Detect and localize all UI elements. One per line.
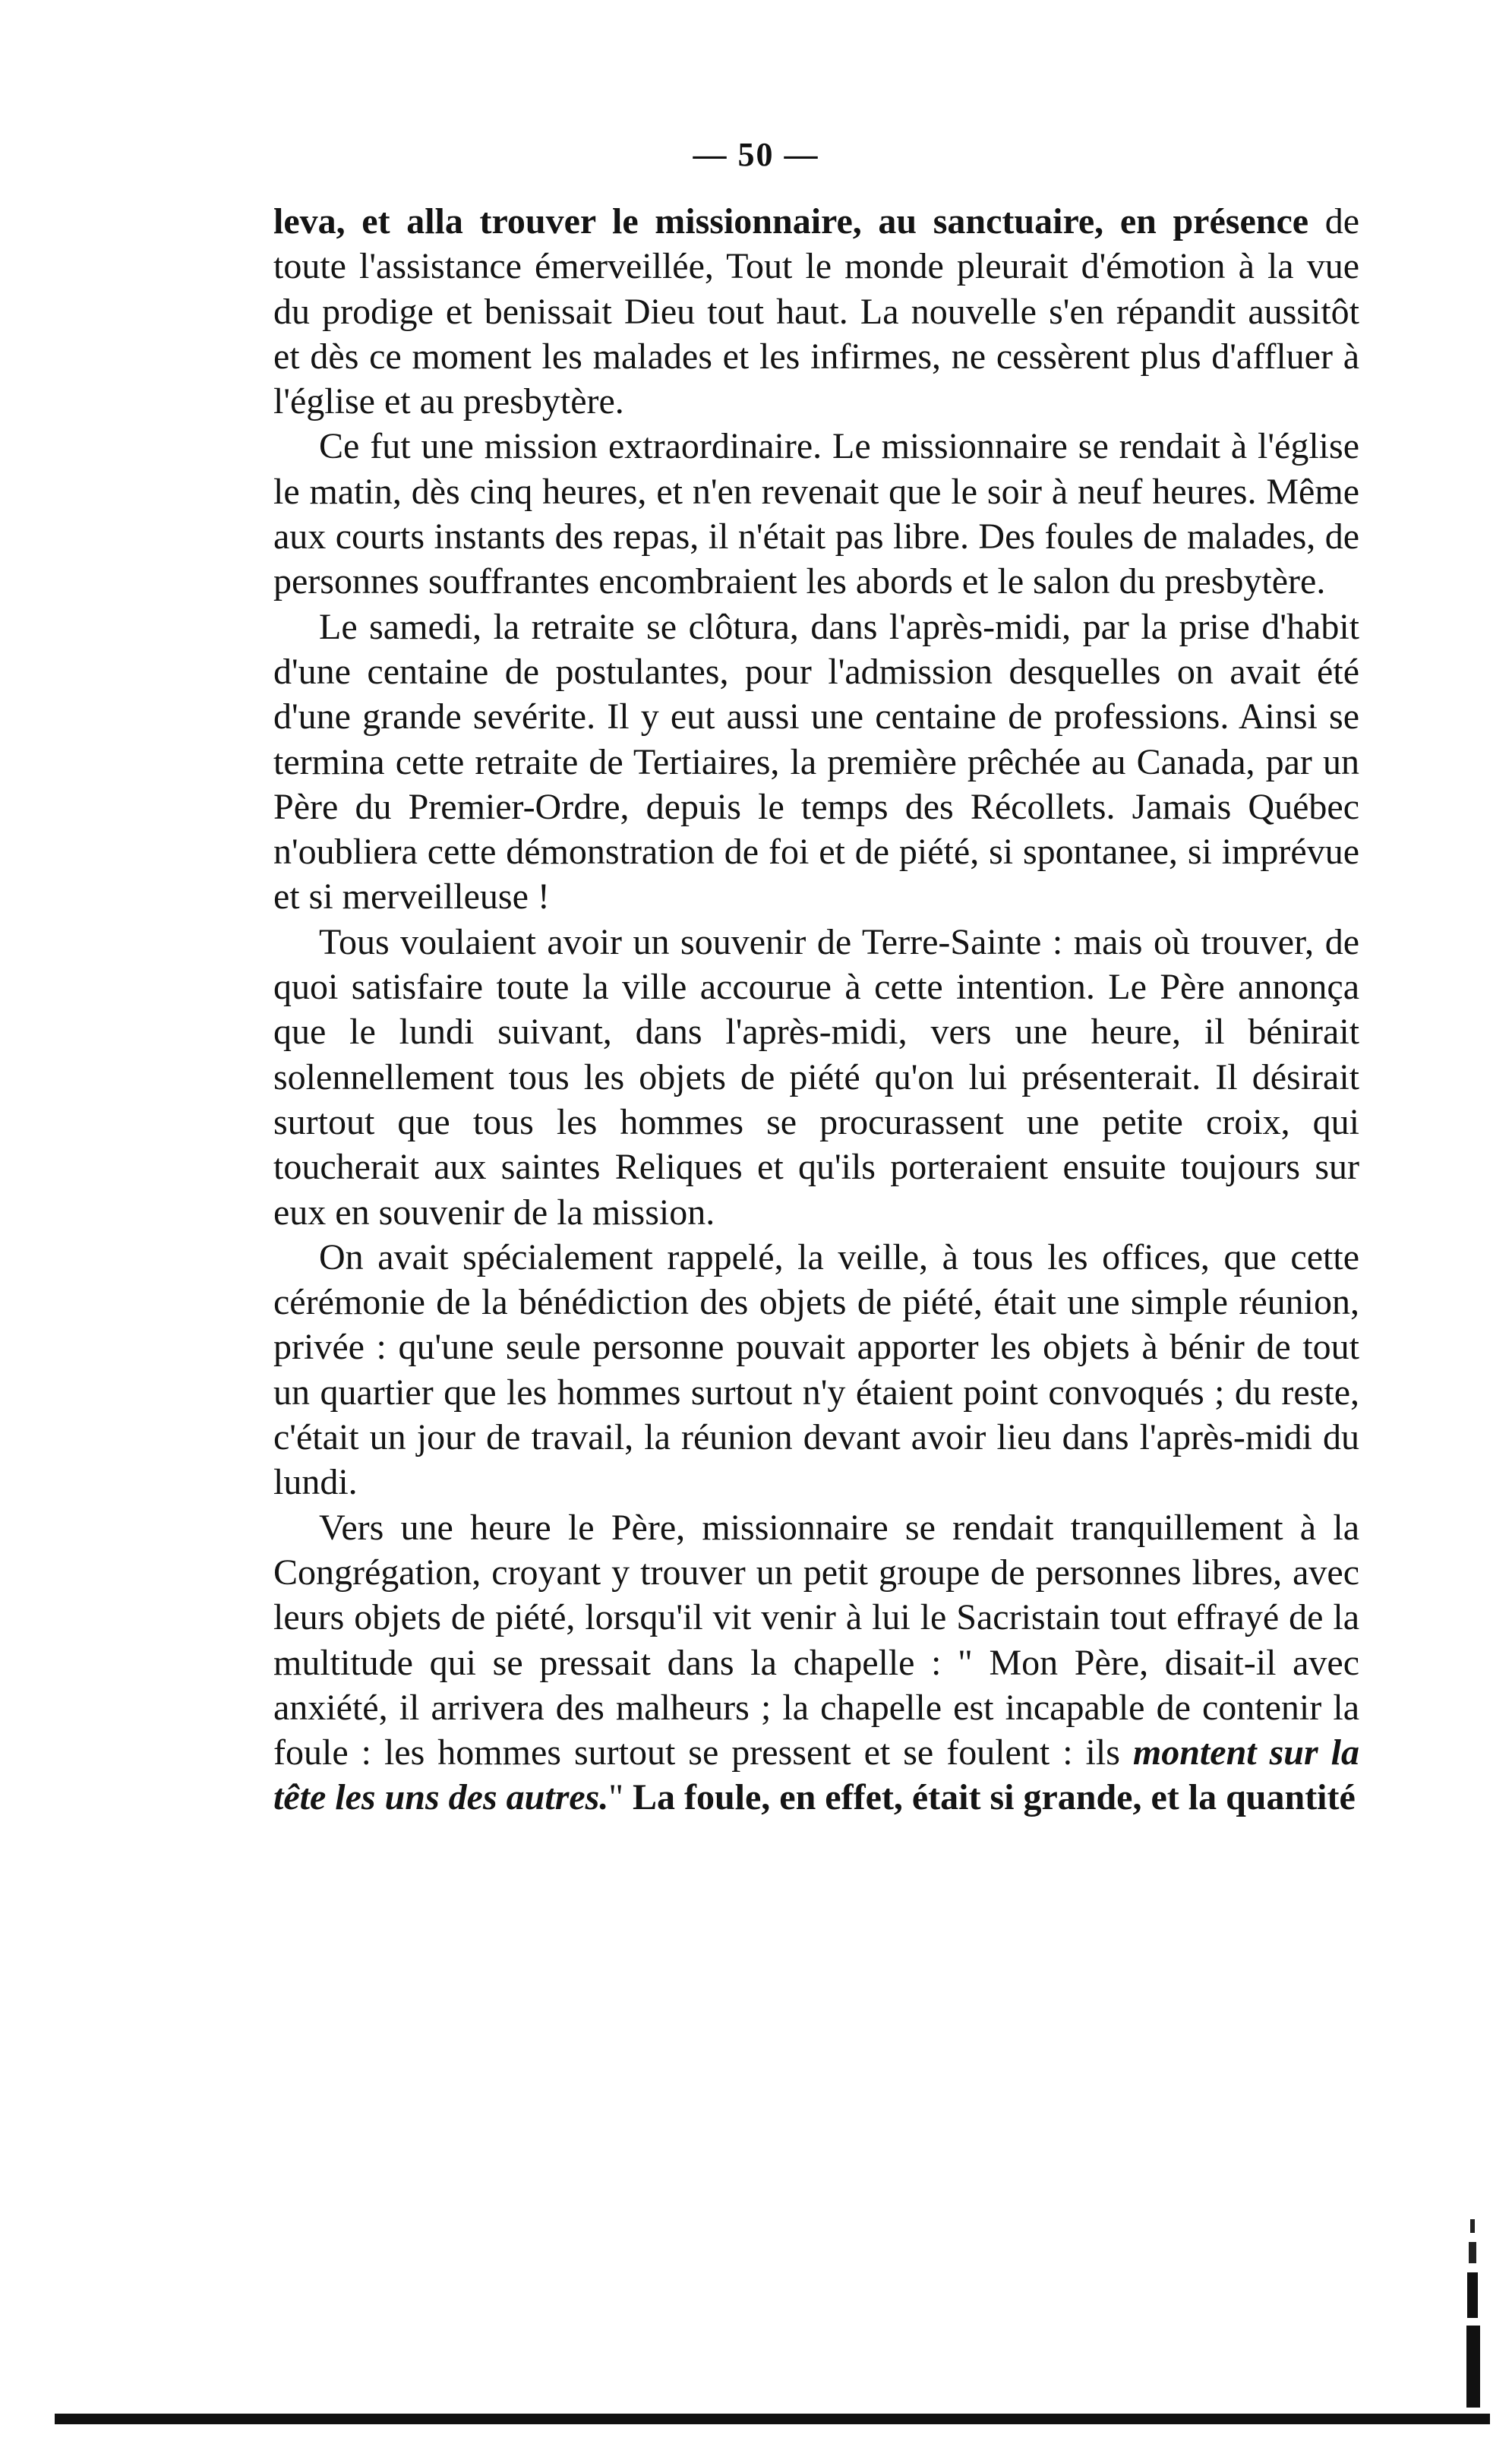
page-edge-mark	[1464, 2219, 1484, 2408]
paragraph-4	[273, 920, 1359, 1235]
paragraph-3-text: Le samedi, la retraite se clôtura, dans l'après-midi, par la prise d'habit d'une centaine de postulantes, pour l'admission desquelles on avait été d'une grande sevérite. Il y eut aussi une centaine de professions. Ainsi se termina cette retraite de Tertiaires, la première prêchée au Canada, par un Père du Premier-Ordre, depuis le temps des Récollets. Jamais Québec n'oubliera cette démonstration de foi et de piété, si spontanee, si imprévue et si merveilleuse !	[273, 606, 1359, 917]
paragraph-6-text: Vers une heure le Père, missionnaire se rendait tranquillement à la Congrégation, croyant y trouver un petit groupe de personnes libres, avec leurs objets de piété, lorsqu'il vit venir à lui le Sacristain tout effrayé de la multitude qui se pressait dans la chapelle : " Mon Père, disait-il avec anxiété, il arrivera des malheurs ; la chapelle est incapable de contenir la foule : les hommes surtout se pressent et se foulent : ils	[273, 1507, 1359, 1773]
paragraph-1	[273, 199, 1359, 424]
paragraph-6	[273, 1505, 1359, 1820]
paragraph-1-text: de toute l'assistance émerveillée, Tout le monde pleurait d'émotion à la vue du prodige et benissait Dieu tout haut. La nouvelle s'en répandit aussitôt et dès ce moment les malades et les infirmes, ne cessèrent plus d'affluer à l'église et au presbytère.	[273, 201, 1360, 422]
body-text	[273, 199, 1359, 1820]
paragraph-6-bold-tail: La foule, en effet, était si grande, et la quantité	[632, 1777, 1356, 1818]
paragraph-6-italic: montent sur la tête les uns des autres.	[273, 1732, 1359, 1818]
page-number: — 50 —	[693, 136, 819, 173]
paragraph-4-text: Tous voulaient avoir un souvenir de Terre-Sainte : mais où trouver, de quoi satisfaire toute la ville accourue à cette intention. Le Père annonça que le lundi suivant, dans l'après-midi, vers une heure, il bénirait solennellement tous les objets de piété qu'on lui présenterait. Il désirait surtout que tous les hommes se procurassent une petite croix, qui toucherait aux saintes Reliques et qu'ils porteraient ensuite toujours sur eux en souvenir de la mission.	[273, 921, 1359, 1233]
paragraph-5	[273, 1235, 1359, 1505]
bottom-rule	[55, 2414, 1490, 2424]
paragraph-2-text: Ce fut une mission extraordinaire. Le missionnaire se rendait à l'église le matin, dès cinq heures, et n'en revenait que le soir à neuf heures. Même aux courts instants des repas, il n'était pas libre. Des foules de malades, de personnes souffrantes encombraient les abords et le salon du presbytère.	[273, 426, 1359, 602]
paragraph-1-lead: leva, et alla trouver le missionnaire, au sanctuaire, en présence	[273, 201, 1309, 242]
paragraph-3	[273, 605, 1359, 920]
paragraph-5-text: On avait spécialement rappelé, la veille, à tous les offices, que cette cérémonie de la bénédiction des objets de piété, était une simple réunion, privée : qu'une seule personne pouvait apporter les objets à bénir de tout un quartier que les hommes surtout n'y étaient point convoqués ; du reste, c'était un jour de travail, la réunion devant avoir lieu dans l'après-midi du lundi.	[273, 1236, 1359, 1503]
paragraph-2	[273, 424, 1359, 604]
paragraph-6-quote-close: "	[608, 1777, 633, 1818]
